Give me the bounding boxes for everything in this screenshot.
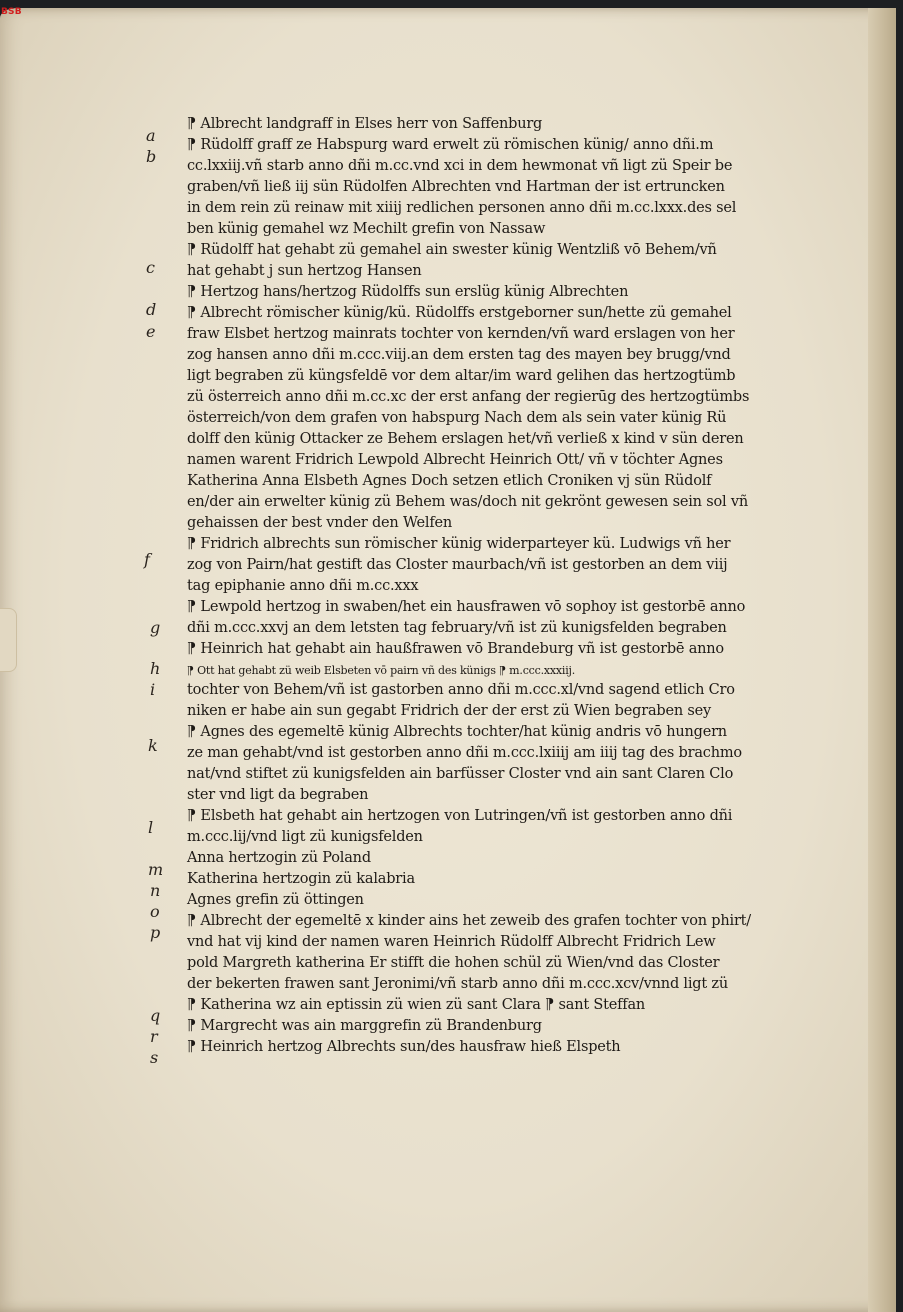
margin-letter-l: l xyxy=(148,818,154,837)
text-line: cc.lxxiij.vñ starb anno dñi m.cc.vnd xci in dem hewmonat vñ ligt zü Speir be xyxy=(187,158,733,174)
text-line: graben/vñ ließ iij sün Rüdolfen Albrechten vnd Hartman der ist ertruncken xyxy=(187,179,725,195)
text-line: niken er habe ain sun gegabt Fridrich der der erst zü Wien begraben sey xyxy=(187,703,712,719)
margin-letter-d: d xyxy=(146,300,157,319)
text-line: zog von Pairn/hat gestift das Closter maurbach/vñ ist gestorben an dem viij xyxy=(187,557,728,573)
text-line: namen warent Fridrich Lewpold Albrecht Heinrich Ott/ vñ v töchter Agnes xyxy=(187,452,723,468)
margin-letter-o: o xyxy=(150,902,160,921)
margin-letter-a: a xyxy=(146,126,156,145)
text-line: en/der ain erwelter künig zü Behem was/doch nit gekrönt gewesen sein sol vñ xyxy=(187,494,748,510)
text-line: Anna hertzogin zü Poland xyxy=(187,850,371,866)
text-line: ⁋ Rüdolff hat gehabt zü gemahel ain swester künig Wentzliß vō Behem/vñ xyxy=(187,242,717,258)
text-line: fraw Elsbet hertzog mainrats tochter von kernden/vñ ward erslagen von her xyxy=(187,326,735,342)
margin-letter-f: f xyxy=(144,550,150,569)
text-line: ⁋ Albrecht römischer künig/kü. Rüdolffs erstgeborner sun/hette zü gemahel xyxy=(187,305,732,321)
text-line: ⁋ Heinrich hat gehabt ain haußfrawen vō Brandeburg vñ ist gestorbē anno xyxy=(187,641,724,657)
margin-letter-i: i xyxy=(150,680,156,699)
text-line: vnd hat vij kind der namen waren Heinrich Rüdolff Albrecht Fridrich Lew xyxy=(187,934,716,950)
text-line: ligt begraben zü küngsfeldē vor dem altar/im ward gelihen das hertzogtümb xyxy=(187,368,736,384)
text-line: m.ccc.lij/vnd ligt zü kunigsfelden xyxy=(187,829,423,845)
text-line: Katherina hertzogin zü kalabria xyxy=(187,871,415,887)
text-line: gehaissen der best vnder den Welfen xyxy=(187,515,453,531)
margin-letter-g: g xyxy=(150,618,161,637)
text-line: ster vnd ligt da begraben xyxy=(187,787,369,803)
text-line: der bekerten frawen sant Jeronimi/vñ starb anno dñi m.ccc.xcv/vnnd ligt zü xyxy=(187,976,729,992)
margin-letter-m: m xyxy=(148,860,164,879)
text-line: ⁋ Heinrich hertzog Albrechts sun/des hausfraw hieß Elspeth xyxy=(187,1039,621,1055)
text-line: Agnes grefin zü öttingen xyxy=(187,892,364,908)
text-line: österreich/von dem grafen von habspurg Nach dem als sein vater künig Rü xyxy=(187,410,727,426)
margin-letter-p: p xyxy=(150,923,161,942)
margin-letter-c: c xyxy=(146,258,155,277)
text-line: tag epiphanie anno dñi m.cc.xxx xyxy=(187,578,419,594)
text-line: tochter von Behem/vñ ist gastorben anno dñi m.ccc.xl/vnd sagend etlich Cro xyxy=(187,682,735,698)
text-line: pold Margreth katherina Er stifft die hohen schül zü Wien/vnd das Closter xyxy=(187,955,720,971)
margin-letter-b: b xyxy=(146,147,157,166)
text-line: ⁋ Rüdolff graff ze Habspurg ward erwelt zü römischen künig/ anno dñi.m xyxy=(187,137,714,153)
text-line: dolff den künig Ottacker ze Behem erslagen het/vñ verließ x kind v sün deren xyxy=(187,431,744,447)
text-line: hat gehabt j sun hertzog Hansen xyxy=(187,263,422,279)
text-line: ze man gehabt/vnd ist gestorben anno dñi m.ccc.lxiiij am iiij tag des brachmo xyxy=(187,745,742,761)
margin-letter-e: e xyxy=(146,322,156,341)
text-line: zü österreich anno dñi m.cc.xc der erst anfang der regierūg des hertzogtümbs xyxy=(187,389,750,405)
margin-letter-k: k xyxy=(148,736,158,755)
text-line: ⁋ Ott hat gehabt zü weib Elsbeten vō pairn vñ des künigs ⁋ m.ccc.xxxiij. xyxy=(187,664,576,677)
text-line: ben künig gemahel wz Mechilt grefin von Nassaw xyxy=(187,221,546,237)
margin-letter-q: q xyxy=(150,1006,161,1025)
text-line: ⁋ Fridrich albrechts sun römischer künig widerparteyer kü. Ludwigs vñ her xyxy=(187,536,731,552)
page-edge xyxy=(868,8,896,1312)
text-line: ⁋ Albrecht landgraff in Elses herr von Saffenburg xyxy=(187,116,543,132)
page-tab-marker xyxy=(0,608,17,672)
margin-letter-n: n xyxy=(150,881,161,900)
text-line: zog hansen anno dñi m.ccc.viij.an dem ersten tag des mayen bey brugg/vnd xyxy=(187,347,731,363)
text-line: ⁋ Katherina wz ain eptissin zü wien zü sant Clara ⁋ sant Steffan xyxy=(187,997,646,1013)
margin-letter-r: r xyxy=(150,1027,158,1046)
margin-letter-s: s xyxy=(150,1048,159,1067)
text-line: ⁋ Lewpold hertzog in swaben/het ein hausfrawen vō sophoy ist gestorbē anno xyxy=(187,599,746,615)
margin-letter-h: h xyxy=(150,659,161,678)
text-line: ⁋ Margrecht was ain marggrefin zü Brandenburg xyxy=(187,1018,542,1034)
text-line: nat/vnd stiftet zü kunigsfelden ain barfüsser Closter vnd ain sant Claren Clo xyxy=(187,766,734,782)
text-line: dñi m.ccc.xxvj an dem letsten tag february/vñ ist zü kunigsfelden begraben xyxy=(187,620,727,636)
text-line: ⁋ Hertzog hans/hertzog Rüdolffs sun erslüg künig Albrechten xyxy=(187,284,629,300)
text-line: Katherina Anna Elsbeth Agnes Doch setzen etlich Croniken vj sün Rüdolf xyxy=(187,473,712,489)
text-line: ⁋ Agnes des egemeltē künig Albrechts tochter/hat künig andris vō hungern xyxy=(187,724,727,740)
text-line: ⁋ Albrecht der egemeltē x kinder ains het zeweib des grafen tochter von phirt/ xyxy=(187,913,751,929)
library-stamp: BSB xyxy=(1,7,22,17)
text-line: in dem rein zü reinaw mit xiiij redlichen personen anno dñi m.cc.lxxx.des sel xyxy=(187,200,737,216)
text-line: ⁋ Elsbeth hat gehabt ain hertzogen von Lutringen/vñ ist gestorben anno dñi xyxy=(187,808,733,824)
